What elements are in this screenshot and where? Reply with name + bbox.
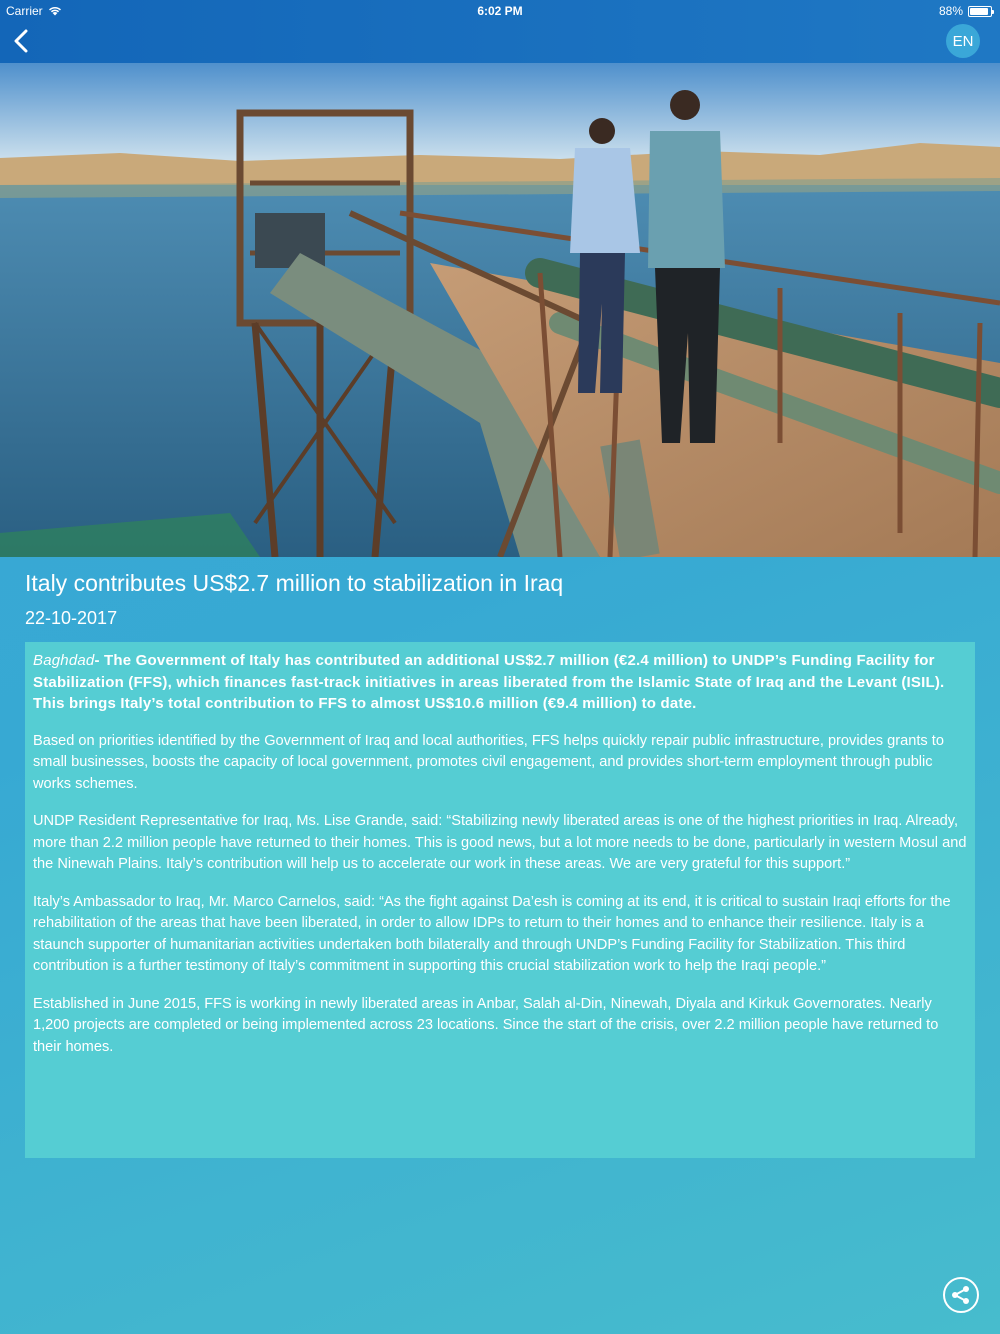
hero-image [0, 63, 1000, 557]
status-bar [0, 0, 1000, 22]
article-paragraph: Established in June 2015, FFS is working in newly liberated areas in Anbar, Salah al-Din, Ninewah, Diyala and Kirkuk Governorates. Nearly 1,200 projects are completed or being implemented across 23 locations. Since the start of the crisis, over 2.2 million people have returned to their homes. [33, 995, 939, 1055]
battery-icon [968, 6, 992, 17]
carrier-label: Carrier [6, 4, 43, 18]
hero-photo [0, 63, 1000, 557]
battery-percent: 88% [938, 4, 963, 18]
article-body [25, 642, 975, 1158]
article-paragraph: UNDP Resident Representative for Iraq, Ms. Lise Grande, said: “Stabilizing newly liberated areas is one of the highest priorities in Iraq. Already, more than 2.2 million people have returned to their homes. This is good news, but a lot more needs to be done, particularly in western Mosul and the Ninewah Plains. Italy’s contribution will help us to accelerate our work in these areas. We are very grateful for this support.” [33, 813, 967, 872]
lead-location: Baghdad [33, 652, 95, 669]
status-time: 6:02 PM [477, 4, 523, 18]
nav-bar [0, 0, 1000, 63]
chevron-left-icon [13, 29, 29, 53]
article-date: 22-10-2017 [25, 608, 118, 628]
article-paragraph: Based on priorities identified by the Government of Iraq and local authorities, FFS helps quickly repair public infrastructure, provides grants to small businesses, boosts the capacity of local government, promotes civil engagement, and provides short-term employment through public works schemes. [33, 732, 944, 792]
share-icon [951, 1285, 971, 1305]
article-title: Italy contributes US$2.7 million to stabilization in Iraq [25, 570, 564, 596]
article-paragraph: Italy’s Ambassador to Iraq, Mr. Marco Carnelos, said: “As the fight against Da’esh is coming at its end, it is critical to sustain Iraqi efforts for the rehabilitation of the areas that have been liberated, in order to allow IDPs to return to their homes and to enhance their resilience. Italy is a staunch supporter of humanitarian activities undertaken both bilaterally and through UNDP’s Funding Facility for Stabilization. This third contribution is a further testimony of Italy’s commitment in supporting this crucial stabilization work to help the Iraqi people.” [33, 893, 951, 974]
lead-text: - The Government of Italy has contributed an additional US$2.7 million (€2.4 million) to UNDP’s Funding Facility for Stabilization (FFS), which finances fast-track initiatives in areas liberated from the Islamic State of Iraq and the Levant (ISIL). This brings Italy’s total contribution to FFS to almost US$10.6 million (€9.4 million) to date. [33, 652, 945, 712]
back-button[interactable] [6, 26, 36, 56]
share-button[interactable] [943, 1277, 979, 1313]
article-lead [33, 650, 967, 715]
battery-indicator [939, 4, 992, 18]
language-button[interactable]: EN [946, 24, 980, 58]
